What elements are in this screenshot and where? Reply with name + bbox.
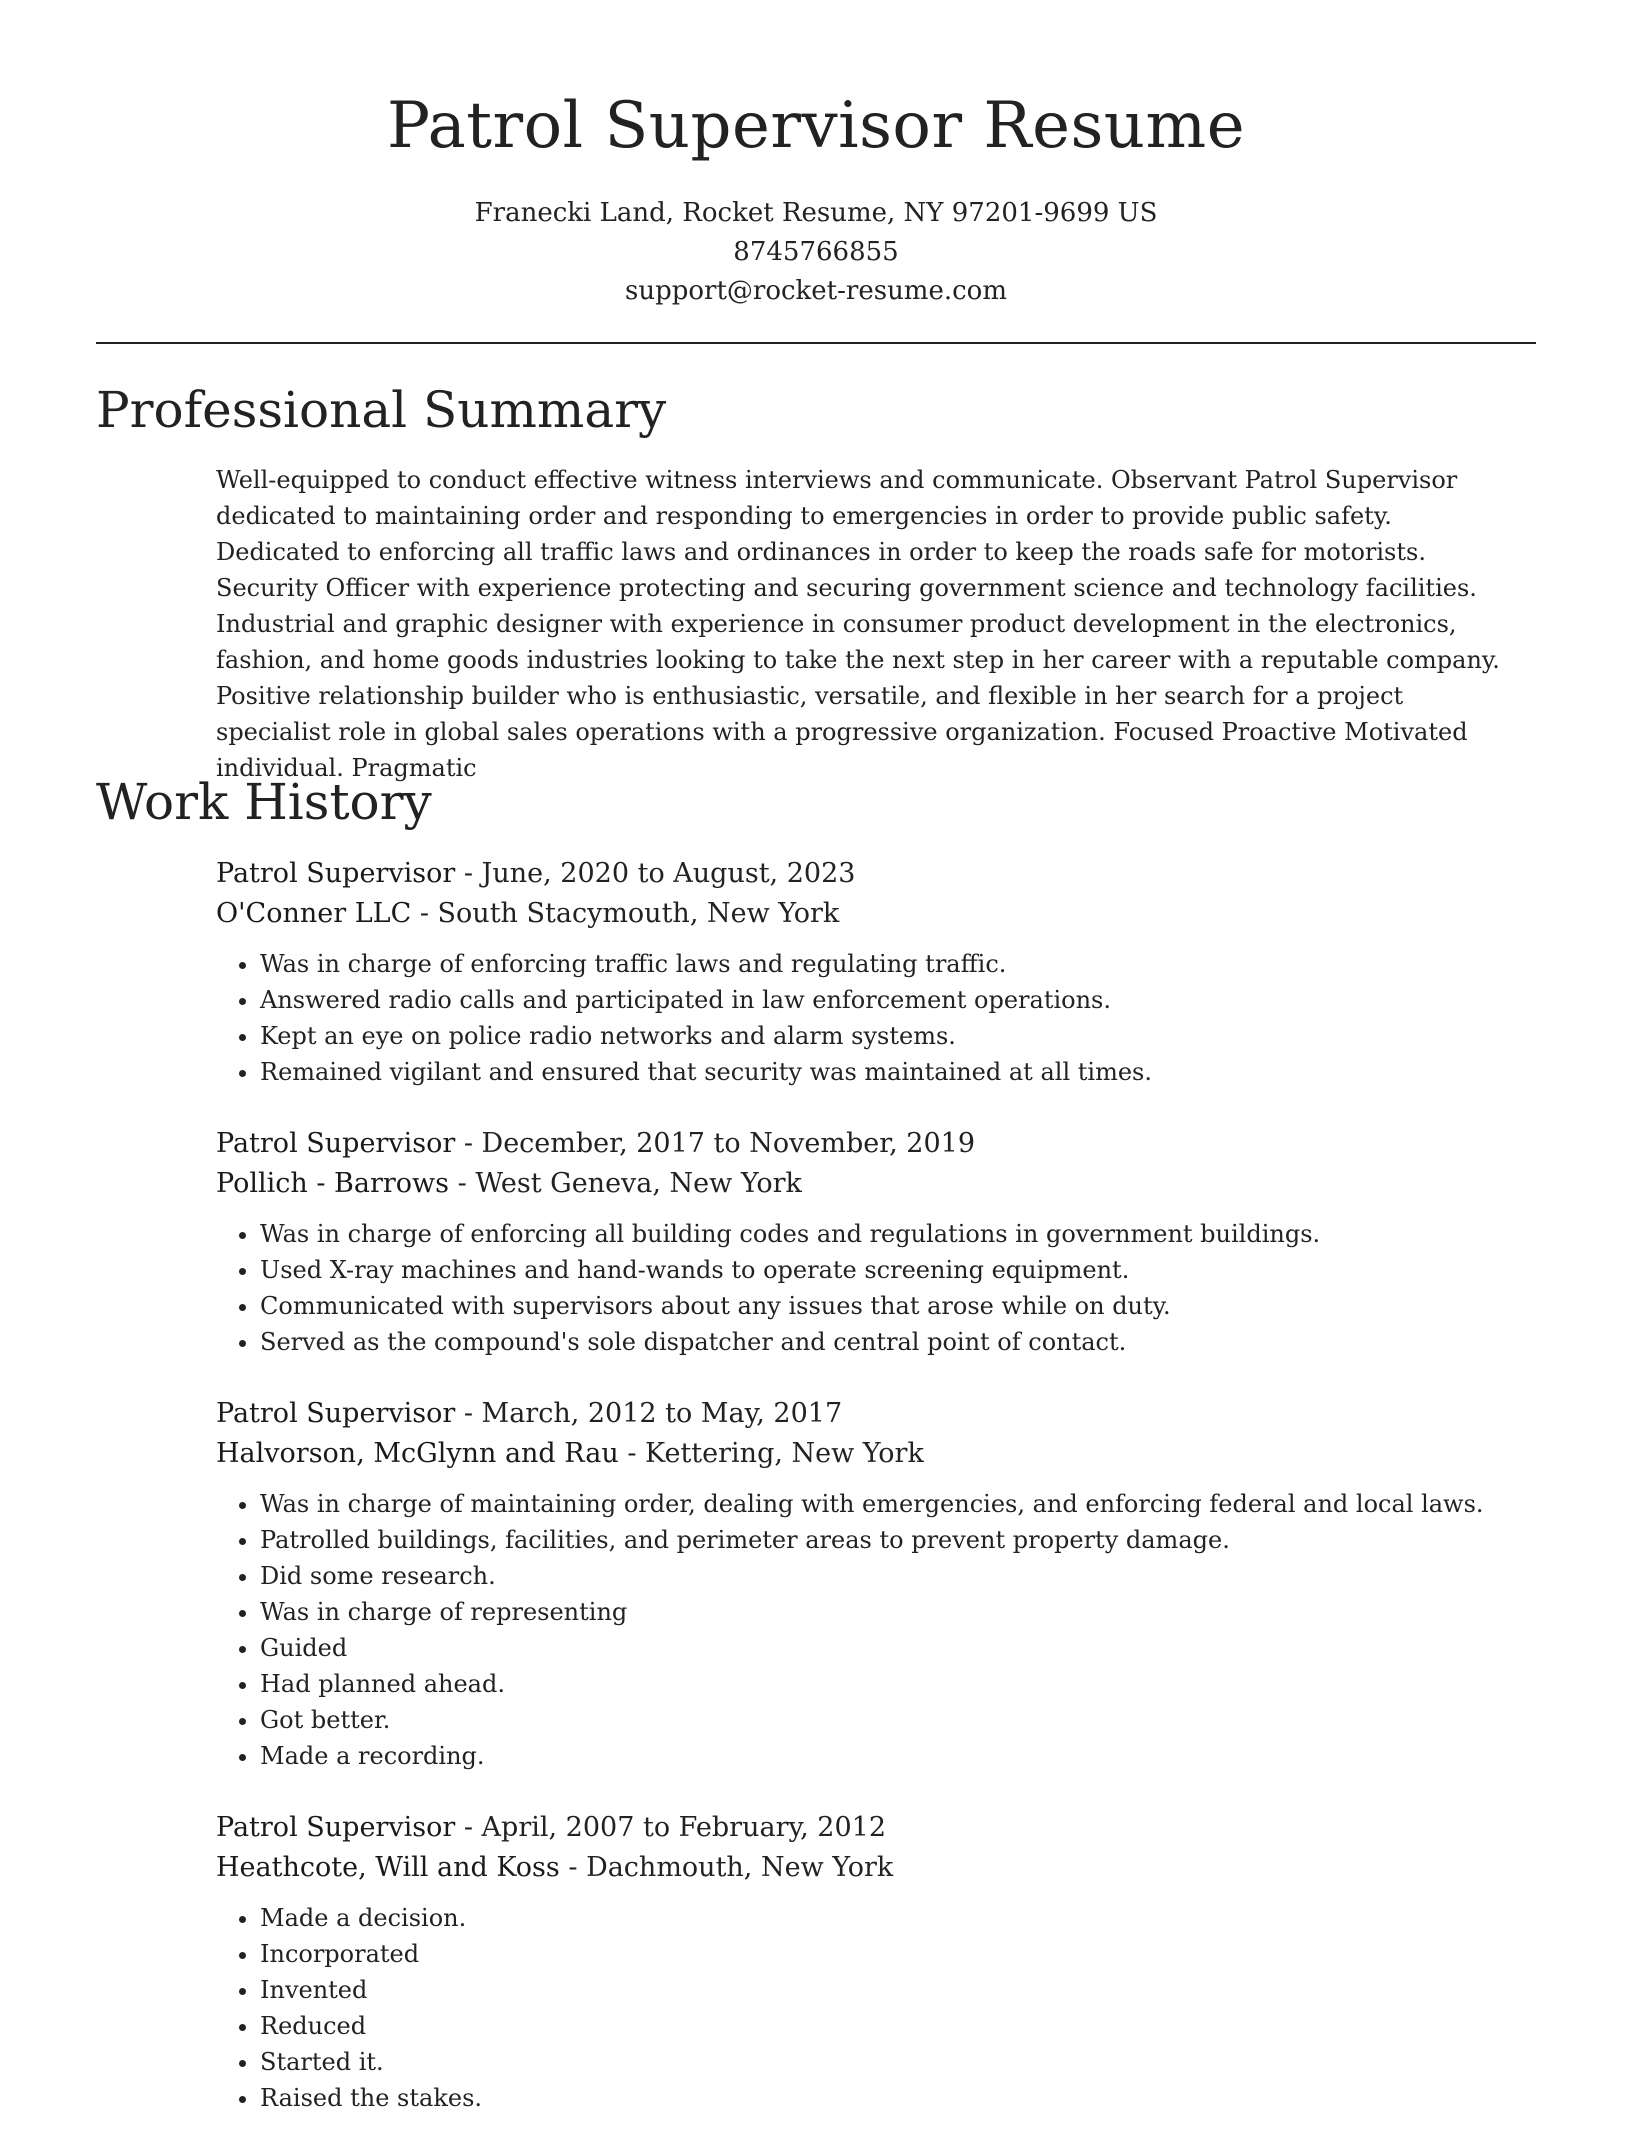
separator: - [618, 1438, 646, 1469]
job-location: South Stacymouth, New York [437, 898, 840, 929]
job-bullets [216, 1486, 1516, 1774]
job-entry [216, 1808, 1516, 2116]
job-bullets [216, 1216, 1516, 1360]
work-history-heading: Work History [96, 773, 432, 831]
job-bullet: • Served as the compound's sole dispatcher and central point of contact. [260, 1324, 1516, 1360]
job-dates: March, 2012 to May, 2017 [481, 1398, 843, 1429]
job-bullet: • Raised the stakes. [260, 2080, 1516, 2116]
summary-heading: Professional Summary [96, 381, 667, 439]
job-title-line [216, 1124, 1516, 1164]
contact-block [0, 194, 1632, 311]
job-bullet: • Was in charge of maintaining order, dealing with emergencies, and enforcing federal and local laws. [260, 1486, 1516, 1522]
contact-email: support@rocket-resume.com [624, 276, 1007, 306]
job-bullet: • Reduced [260, 2008, 1516, 2044]
job-dates: April, 2007 to February, 2012 [481, 1812, 887, 1843]
resume-header [0, 0, 1632, 311]
job-bullet: • Guided [260, 1630, 1516, 1666]
job-bullet: • Kept an eye on police radio networks and alarm systems. [260, 1018, 1516, 1054]
job-title: Patrol Supervisor [216, 858, 456, 889]
job-company-line [216, 894, 1516, 934]
job-bullet: • Got better. [260, 1702, 1516, 1738]
job-bullet: • Did some research. [260, 1558, 1516, 1594]
job-entry [216, 1124, 1516, 1360]
job-company: Halvorson, McGlynn and Rau [216, 1438, 619, 1469]
job-title-line [216, 1394, 1516, 1434]
separator: - [449, 1168, 476, 1199]
job-bullet: • Invented [260, 1972, 1516, 2008]
job-location: Kettering, New York [645, 1438, 924, 1469]
separator: - [559, 1852, 587, 1883]
work-history-list [216, 854, 1516, 2150]
separator: - [411, 898, 438, 929]
job-bullets [216, 946, 1516, 1090]
separator: - [455, 1812, 482, 1843]
job-company-line [216, 1164, 1516, 1204]
contact-address: Franecki Land, Rocket Resume, NY 97201-9699 US [474, 198, 1158, 228]
separator: - [455, 858, 482, 889]
job-bullet: • Remained vigilant and ensured that security was maintained at all times. [260, 1054, 1516, 1090]
job-entry [216, 854, 1516, 1090]
job-bullet: • Communicated with supervisors about any issues that arose while on duty. [260, 1288, 1516, 1324]
job-title: Patrol Supervisor [216, 1812, 456, 1843]
job-bullet: • Had planned ahead. [260, 1666, 1516, 1702]
job-location: West Geneva, New York [475, 1168, 802, 1199]
separator: - [455, 1398, 482, 1429]
job-bullet: • Started it. [260, 2044, 1516, 2080]
job-title: Patrol Supervisor [216, 1128, 456, 1159]
job-bullet: • Was in charge of enforcing traffic laws and regulating traffic. [260, 946, 1516, 982]
job-bullet: • Incorporated [260, 1936, 1516, 1972]
header-divider [96, 342, 1536, 344]
resume-title: Patrol Supervisor Resume [386, 89, 1246, 163]
job-dates: June, 2020 to August, 2023 [481, 858, 856, 889]
job-bullet: • Was in charge of representing [260, 1594, 1516, 1630]
job-entry [216, 1394, 1516, 1774]
job-bullets [216, 1900, 1516, 2116]
separator: - [455, 1128, 482, 1159]
job-company-line [216, 1434, 1516, 1474]
job-bullet: • Was in charge of enforcing all building codes and regulations in government buildings. [260, 1216, 1516, 1252]
job-location: Dachmouth, New York [586, 1852, 894, 1883]
job-title: Patrol Supervisor [216, 1398, 456, 1429]
job-company-line [216, 1848, 1516, 1888]
job-company: O'Conner LLC [216, 898, 412, 929]
job-company: Pollich - Barrows [216, 1168, 450, 1199]
job-bullet: • Patrolled buildings, facilities, and perimeter areas to prevent property damage. [260, 1522, 1516, 1558]
job-bullet: • Answered radio calls and participated in law enforcement operations. [260, 982, 1516, 1018]
job-dates: December, 2017 to November, 2019 [481, 1128, 976, 1159]
job-company: Heathcote, Will and Koss [216, 1852, 560, 1883]
contact-phone: 8745766855 [733, 237, 899, 267]
job-bullet: • Made a decision. [260, 1900, 1516, 1936]
job-bullet: • Used X-ray machines and hand-wands to operate screening equipment. [260, 1252, 1516, 1288]
job-bullet: • Made a recording. [260, 1738, 1516, 1774]
job-title-line [216, 1808, 1516, 1848]
summary-paragraph: Well-equipped to conduct effective witness interviews and communicate. Observant Patrol Supervisor dedicated to maintaining order and responding to emergencies in order to provide public safety. Dedicated to enforcing all traffic laws and ordinances in order to keep the roads safe for motorists. Security Officer with experience protecting and securing government science and technology facilities. Industrial and graphic designer with experience in consumer product development in the electronics, fashion, and home goods industries looking to take the next step in her career with a reputable company. Positive relationship builder who is enthusiastic, versatile, and flexible in her search for a project specialist role in global sales operations with a progressive organization. Focused Proactive Motivated individual. Pragmatic [216, 466, 1500, 782]
job-title-line [216, 854, 1516, 894]
